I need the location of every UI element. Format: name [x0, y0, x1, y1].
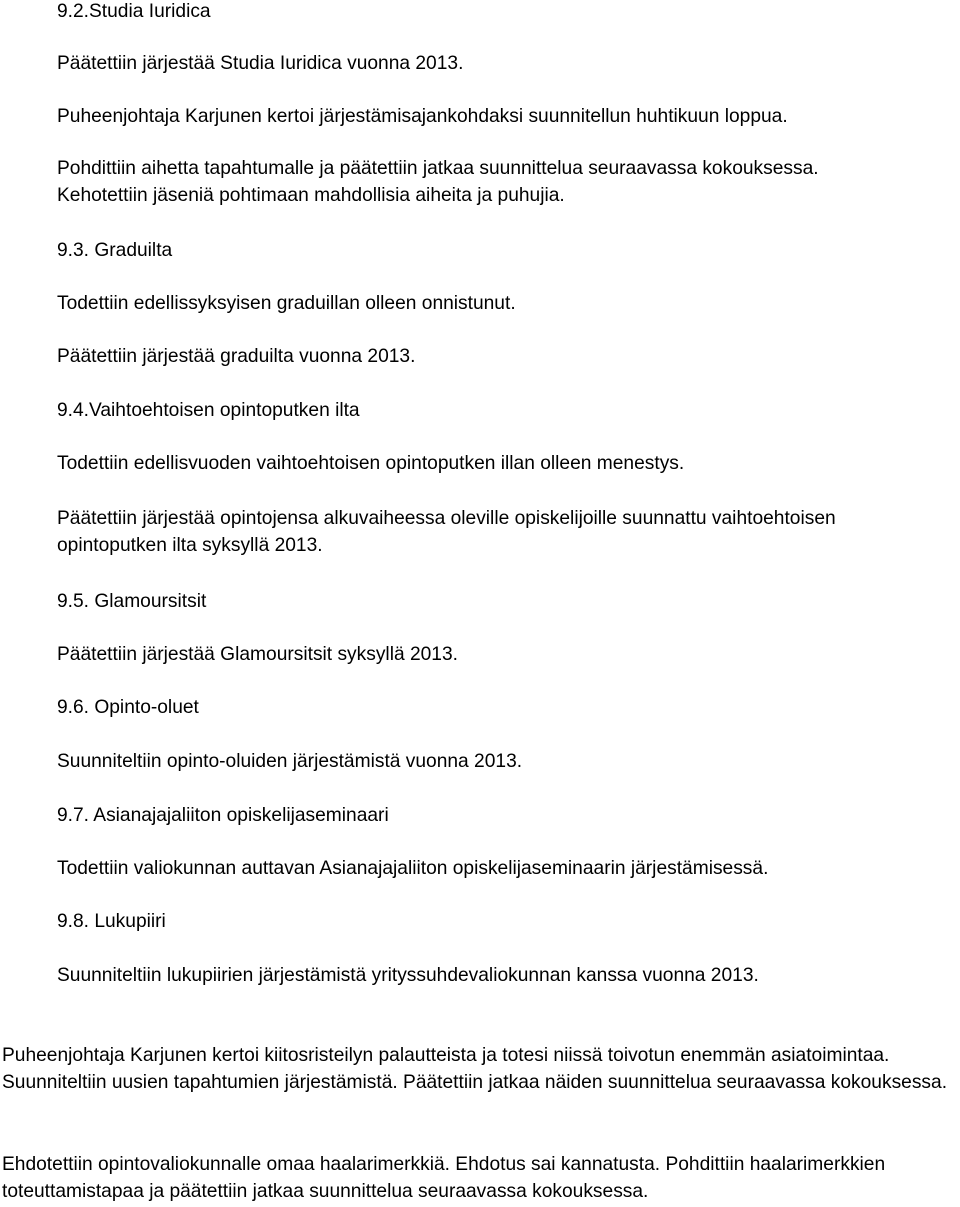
section-heading-9-8: 9.8. Lukupiiri	[57, 911, 166, 932]
paragraph: Suunniteltiin lukupiirien järjestämistä yrityssuhdevaliokunnan kanssa vuonna 2013.	[57, 965, 759, 986]
section-heading-9-7: 9.7. Asianajajaliiton opiskelijaseminaari	[57, 805, 389, 826]
paragraph: Suunniteltiin opinto-oluiden järjestämistä vuonna 2013.	[57, 751, 523, 772]
section-heading-9-3: 9.3. Graduilta	[57, 240, 173, 261]
section-heading-9-2: 9.2.Studia Iuridica	[57, 1, 211, 22]
paragraph: Todettiin edellisvuoden vaihtoehtoisen opintoputken illan olleen menestys.	[57, 453, 685, 474]
closing-paragraph: Puheenjohtaja Karjunen kertoi kiitosristeilyn palautteista ja totesi niissä toivotun enemmän asiatoimintaa. Suunniteltiin uusien tapahtumien järjestämistä. Päätettiin jatkaa näiden suunnittelua seuraavassa kokouksessa.	[2, 1045, 948, 1093]
section-heading-9-6: 9.6. Opinto-oluet	[57, 697, 199, 718]
paragraph: Todettiin edellissyksyisen graduillan olleen onnistunut.	[57, 293, 516, 314]
paragraph: Päätettiin järjestää Studia Iuridica vuonna 2013.	[57, 53, 464, 74]
closing-paragraph: Ehdotettiin opintovaliokunnalle omaa haalarimerkkiä. Ehdotus sai kannatusta. Pohdittiin haalarimerkkien toteuttamistapaa ja päätettiin jatkaa suunnittelua seuraavassa kokouksessa.	[2, 1154, 886, 1202]
section-heading-9-4: 9.4.Vaihtoehtoisen opintoputken ilta	[57, 400, 360, 421]
paragraph: Päätettiin järjestää opintojensa alkuvaiheessa oleville opiskelijoille suunnattu vaihtoehtoisen opintoputken ilta syksyllä 2013.	[57, 508, 836, 556]
paragraph: Päätettiin järjestää Glamoursitsit syksyllä 2013.	[57, 644, 458, 665]
paragraph: Päätettiin järjestää graduilta vuonna 2013.	[57, 346, 416, 367]
paragraph: Puheenjohtaja Karjunen kertoi järjestämisajankohdaksi suunnitellun huhtikuun loppua.	[57, 106, 788, 127]
paragraph: Pohdittiin aihetta tapahtumalle ja päätettiin jatkaa suunnittelua seuraavassa kokouksessa. Kehotettiin jäseniä pohtimaan mahdollisia aiheita ja puhujia.	[57, 158, 819, 206]
section-heading-9-5: 9.5. Glamoursitsit	[57, 591, 207, 612]
paragraph: Todettiin valiokunnan auttavan Asianajajaliiton opiskelijaseminaarin järjestämisessä.	[57, 858, 769, 879]
